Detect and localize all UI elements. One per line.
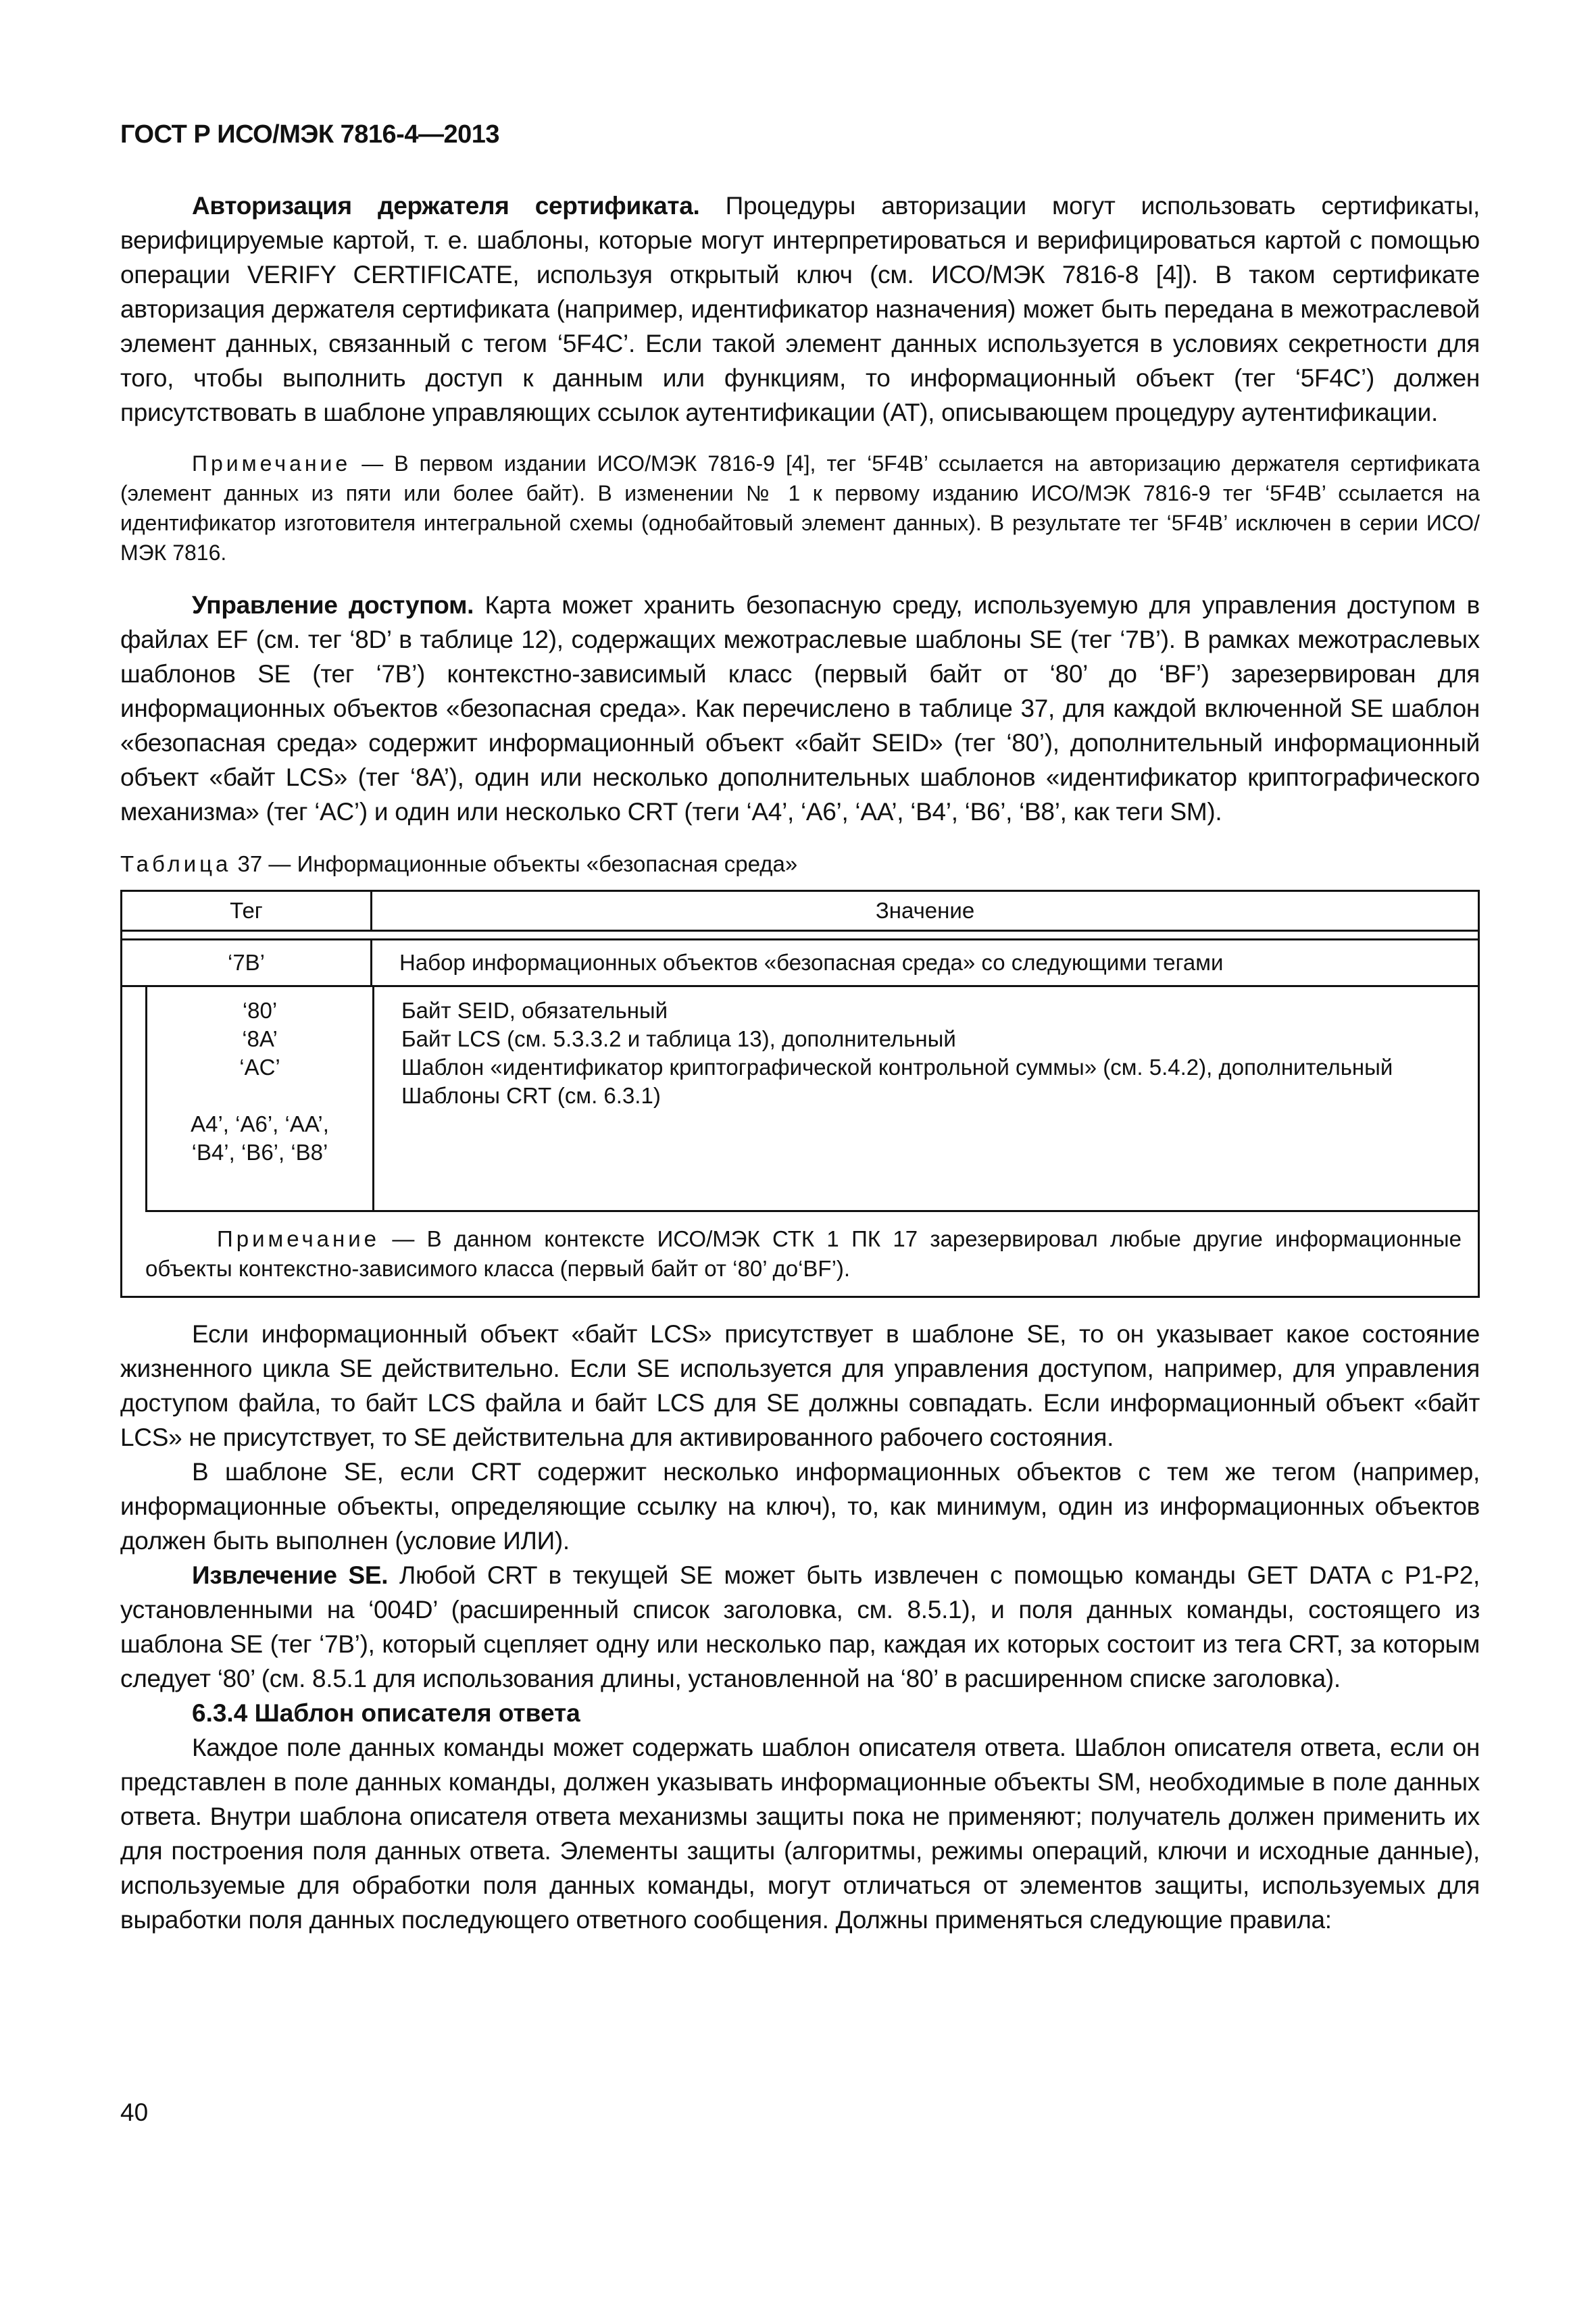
table-row-7b bbox=[122, 940, 1478, 987]
table-37 bbox=[120, 890, 1480, 1298]
paragraph-certificate-authorization bbox=[120, 188, 1480, 430]
table-cell-tag: ‘7B’ bbox=[122, 940, 372, 985]
table-cell-tag: ‘80’ bbox=[242, 998, 278, 1023]
paragraph-lead: Извлечение SE. bbox=[192, 1561, 389, 1589]
table-cell-value: Байт SEID, обязательный bbox=[401, 998, 668, 1023]
paragraph-text: Любой CRT в текущей SE может быть извлечен с помощью команды GET DATA с P1-P2, установленными на ‘004D’ (расширенный список заголовка, см. 8.5.1), и поля данных команды, состоящего из шаблона SE (тег ‘7B’), который сцепляет одну или несколько пар, каждая их которых состоит из тега CRT, за которым следует ‘80’ (см. 8.5.1 для использования длины, установленной на ‘80’ в расширенном списке заголовка). bbox=[120, 1561, 1480, 1692]
table-cell-spacer bbox=[147, 1082, 372, 1110]
note-text: — В первом издании ИСО/МЭК 7816-9 [4], тег ‘5F4B’ ссылается на авторизацию держателя сертификата (элемент данных из пяти или более байт). В изменении № 1 к первому изданию ИСО/МЭК 7816-9 тег ‘5F4B’ ссылается на идентификатор изготовителя интегральной схемы (однобайтовый элемент данных). В результате тег ‘5F4B’ исключен в серии ИСО/МЭК 7816. bbox=[120, 451, 1480, 565]
table-header-row bbox=[122, 892, 1478, 932]
table-cell-tag: ‘B4’, ‘B6’, ‘B8’ bbox=[191, 1140, 328, 1165]
paragraph-se-extraction bbox=[120, 1558, 1480, 1696]
table-nested-values bbox=[374, 987, 1478, 1210]
table-caption bbox=[120, 849, 1480, 879]
table-cell-value: Байт LCS (см. 5.3.3.2 и таблица 13), дополнительный bbox=[401, 1026, 956, 1051]
document-header: ГОСТ Р ИСО/МЭК 7816-4—2013 bbox=[120, 120, 499, 149]
page-number: 40 bbox=[120, 2098, 149, 2126]
note-5f4b bbox=[120, 449, 1480, 568]
paragraph-or-condition: В шаблоне SE, если CRT содержит несколько информационных объектов с тем же тегом (например, информационные объекты, определяющие ссылку на ключ), то, как минимум, один из информационных объектов должен быть выполнен (условие ИЛИ). bbox=[120, 1458, 1480, 1555]
table-cell-value: Шаблон «идентификатор криптографической контрольной суммы» (см. 5.4.2), дополнительный bbox=[401, 1055, 1393, 1080]
table-cell-tag: ‘8A’ bbox=[242, 1026, 278, 1051]
table-cell-value: Набор информационных объектов «безопасная среда» со следующими тегами bbox=[399, 950, 1224, 975]
paragraph-lead: Управление доступом. bbox=[192, 591, 474, 619]
table-note-text: — В данном контексте ИСО/МЭК СТК 1 ПК 17 зарезервировал любые другие информационные объекты контекстно-зависимого класса (первый байт от ‘80’ до‘BF’). bbox=[145, 1226, 1462, 1281]
paragraph-response-descriptor: Каждое поле данных команды может содержать шаблон описателя ответа. Шаблон описателя ответа, если он представлен в поле данных команды, должен указывать информационные объекты SM, необходимые в поле данных ответа. Внутри шаблона описателя ответа механизмы защиты пока не применяют; получатель должен применить их для построения поля данных ответа. Элементы защиты (алгоритмы, режимы операций, ключи и исходные данные), используемые для обработки поля данных команды, могут отличаться от элементов защиты, используемых для выработки поля данных последующего ответного сообщения. Должны применяться следующие правила: bbox=[120, 1734, 1480, 1934]
paragraph-lead: Авторизация держателя сертификата. bbox=[192, 192, 700, 220]
table-note bbox=[122, 1212, 1478, 1296]
table-header-tag: Тег bbox=[122, 892, 372, 930]
document-page bbox=[120, 120, 1480, 1937]
paragraph-text: Карта может хранить безопасную среду, используемую для управления доступом в файлах EF (см. тег ‘8D’ в таблице 12), содержащих межотраслевые шаблоны SE (тег ‘7B’). В рамках межотраслевых шаблонов SE (тег ‘7B’) контекстно-зависимый класс (первый байт от ‘80’ до ‘BF’) зарезервирован для информационных объектов «безопасная среда». Как перечислено в таблице 37, для каждой включенной SE шаблон «безопасная среда» содержит информационный объект «байт SEID» (тег ‘80’), дополнительный информационный объект «байт LCS» (тег ‘8A’), один или несколько дополнительных шаблонов «идентификатор криптографического механизма» (тег ‘AC’) и один или несколько CRT (теги ‘A4’, ‘A6’, ‘AA’, ‘B4’, ‘B6’, ‘B8’, как теги SM). bbox=[120, 591, 1480, 826]
paragraph-text: Процедуры авторизации могут использовать сертификаты, верифицируемые картой, т. е. шаблоны, которые могут интерпретироваться и верифицироваться картой с помощью операции VERIFY CERTIFICATE, используя открытый ключ (см. ИСО/МЭК 7816-8 [4]). В таком сертификате авторизация держателя сертификата (например, идентификатор назначения) может быть передана в межотраслевой элемент данных, связанный с тегом ‘5F4C’. Если такой элемент данных используется в условиях секретности для того, чтобы выполнить доступ к данным или функциям, то информационный объект (тег ‘5F4C’) должен присутствовать в шаблоне управляющих ссылок аутентификации (AT), описывающем процедуру аутентификации. bbox=[120, 192, 1480, 426]
table-header-value: Значение bbox=[875, 898, 975, 923]
table-caption-label: Таблица bbox=[120, 851, 232, 876]
table-cell-tag: ‘AC’ bbox=[239, 1055, 280, 1080]
table-header-gap bbox=[122, 932, 1478, 940]
table-caption-text: 37 — Информационные объекты «безопасная среда» bbox=[231, 851, 798, 876]
section-title: 6.3.4 Шаблон описателя ответа bbox=[192, 1699, 580, 1727]
table-cell-value: Шаблоны CRT (см. 6.3.1) bbox=[401, 1083, 661, 1108]
paragraph-lcs: Если информационный объект «байт LCS» присутствует в шаблоне SE, то он указывает какое состояние жизненного цикла SE действительно. Если SE используется для управления доступом, например, для управления доступом файла, то байт LCS файла и байт LCS для SE должны совпадать. Если информационный объект «байт LCS» не присутствует, то SE действительна для активированного рабочего состояния. bbox=[120, 1320, 1480, 1451]
table-cell-tag: A4’, ‘A6’, ‘AA’, bbox=[191, 1111, 329, 1136]
table-note-label: Примечание bbox=[217, 1226, 380, 1251]
table-nested-tags bbox=[147, 987, 374, 1210]
paragraph-access-control bbox=[120, 588, 1480, 829]
table-nested-rows bbox=[145, 987, 1478, 1212]
note-label: Примечание bbox=[192, 451, 351, 476]
